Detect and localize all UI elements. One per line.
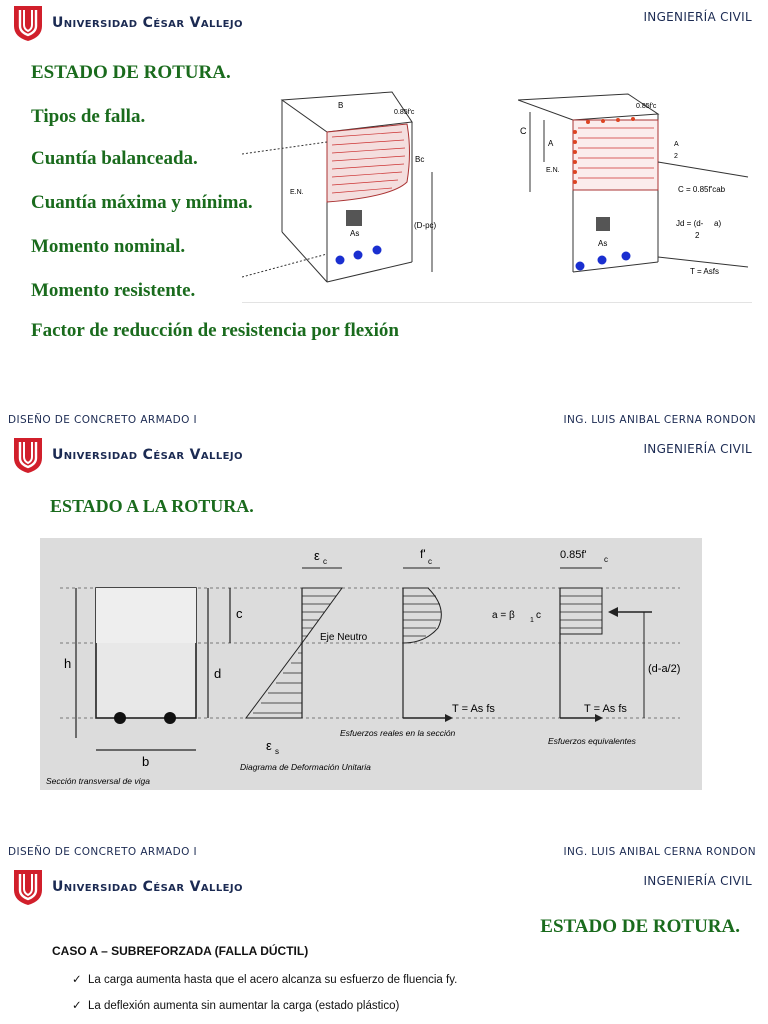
fig-right-as: As <box>598 239 608 248</box>
strain-es-sub: s <box>275 747 279 756</box>
fig-right-jd-den: 2 <box>695 231 700 240</box>
fig-right-en: E.N. <box>546 167 560 174</box>
neutral-axis-label: Eje Neutro <box>320 632 368 643</box>
strain-es: ε <box>266 738 272 753</box>
fig-right-a2-den: 2 <box>674 153 678 160</box>
fig-left-b: B <box>338 101 344 110</box>
fig-left-as: As <box>350 229 360 238</box>
fig-left-fc: 0.85f'c <box>394 109 415 116</box>
fig-right-a: A <box>548 139 554 148</box>
fig-right-t: T = Asfs <box>690 267 719 276</box>
caption-equiv-stress: Esfuerzos equivalentes <box>548 736 636 746</box>
fig-right-a2-num: A <box>674 141 679 148</box>
university-name: Universidad César Vallejo <box>52 15 243 31</box>
slide-title: ESTADO A LA ROTURA. <box>50 496 254 516</box>
figure-divider <box>242 302 752 303</box>
footer-instructor: ING. LUIS ANIBAL CERNA RONDON <box>563 846 756 858</box>
slide-title: ESTADO DE ROTURA. <box>540 916 740 937</box>
topic-rotura: ESTADO DE ROTURA. <box>31 62 231 83</box>
dim-h: h <box>64 656 72 671</box>
check-icon: ✓ <box>72 1000 82 1012</box>
stress-fc: f' <box>420 547 426 561</box>
strain-ec-sub: c <box>323 557 327 566</box>
check-item <box>72 972 457 986</box>
topic-tipos-falla: Tipos de falla. <box>31 106 146 127</box>
dim-b: b <box>142 754 150 769</box>
fig-right-fc: 0.85f'c <box>636 103 657 110</box>
beam-rotura-figure-left <box>242 82 442 292</box>
topic-cuantia-max-min: Cuantía máxima y mínima. <box>31 192 253 213</box>
stress-strain-diagram <box>40 538 702 790</box>
footer-instructor: ING. LUIS ANIBAL CERNA RONDON <box>563 414 756 426</box>
footer-course: DISEÑO DE CONCRETO ARMADO I <box>8 846 198 858</box>
check-item <box>72 998 399 1012</box>
university-logo <box>12 868 243 906</box>
department-label: INGENIERÍA CIVIL <box>643 442 752 456</box>
slide-2 <box>0 432 768 864</box>
department-label: INGENIERÍA CIVIL <box>643 874 752 888</box>
topic-momento-resistente: Momento resistente. <box>31 280 196 301</box>
ucv-shield-icon <box>12 436 44 474</box>
block-depth-a-end: c <box>536 610 541 621</box>
caption-section: Sección transversal de viga <box>46 776 150 786</box>
slide-3 <box>0 864 768 1024</box>
dim-c: c <box>236 606 243 621</box>
dim-d: d <box>214 666 222 681</box>
university-name: Universidad César Vallejo <box>52 879 243 895</box>
tension-force-real: T = As fs <box>452 703 495 715</box>
block-depth-a-sub: 1 <box>530 617 534 624</box>
slide-1 <box>0 0 768 432</box>
stress-085fc-sub: c <box>604 555 608 564</box>
fig-left-en: E.N. <box>290 189 304 196</box>
university-name: Universidad César Vallejo <box>52 447 243 463</box>
stress-085fc: 0.85f' <box>560 549 587 561</box>
ucv-shield-icon <box>12 4 44 42</box>
department-label: INGENIERÍA CIVIL <box>643 10 752 24</box>
check-text: La deflexión aumenta sin aumentar la carga (estado plástico) <box>88 1000 400 1012</box>
lever-arm: (d-a/2) <box>648 663 681 675</box>
beam-rotura-figure-right <box>518 92 758 292</box>
topic-factor-reduccion: Factor de reducción de resistencia por flexión <box>31 320 399 341</box>
check-text: La carga aumenta hasta que el acero alcanza su esfuerzo de fluencia fy. <box>88 974 458 986</box>
fig-left-bc: Bc <box>415 155 425 164</box>
fig-right-jd-a: a) <box>714 219 722 228</box>
check-icon: ✓ <box>72 974 82 986</box>
topic-cuantia-balanceada: Cuantía balanceada. <box>31 148 198 169</box>
case-a-heading: CASO A – SUBREFORZADA (FALLA DÚCTIL) <box>52 944 309 958</box>
block-depth-a: a = β <box>492 610 515 621</box>
stress-fc-sub: c <box>428 557 432 566</box>
fig-right-cform: C = 0.85f'cab <box>678 185 726 194</box>
caption-real-stress: Esfuerzos reales en la sección <box>340 728 456 738</box>
fig-right-jd: Jd = (d- <box>676 219 704 228</box>
university-logo <box>12 436 243 474</box>
fig-right-c: C <box>520 126 527 136</box>
caption-strain: Diagrama de Deformación Unitaria <box>240 762 371 772</box>
topic-momento-nominal: Momento nominal. <box>31 236 186 257</box>
tension-force-equiv: T = As fs <box>584 703 627 715</box>
university-logo <box>12 4 243 42</box>
fig-left-dpc: (D-pc) <box>414 221 437 230</box>
ucv-shield-icon <box>12 868 44 906</box>
strain-ec: ε <box>314 548 320 563</box>
footer-course: DISEÑO DE CONCRETO ARMADO I <box>8 414 198 426</box>
